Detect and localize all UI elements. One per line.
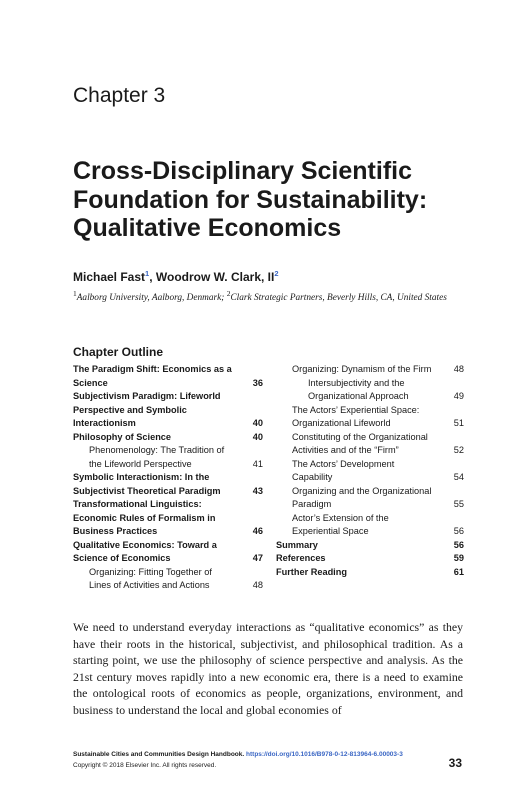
toc-entry[interactable] — [73, 539, 263, 566]
author-name: Woodrow W. Clark, II — [155, 270, 275, 284]
toc-entry-text: Transformational Linguistics: — [73, 499, 202, 509]
toc-entry-text: Lines of Activities and Actions — [89, 580, 210, 590]
toc-entry[interactable] — [73, 444, 263, 471]
toc-entry-text: Interactionism — [73, 418, 136, 428]
toc-entry-text: Capability — [292, 472, 333, 482]
affiliation-text: Aalborg University, Aalborg, Denmark; — [76, 293, 227, 303]
toc-entry-text: Organizing: Dynamism of the Firm — [292, 364, 432, 374]
toc-entry-text: Science of Economics — [73, 553, 171, 563]
author-list — [73, 270, 279, 284]
toc-entry-text: Business Practices — [73, 526, 158, 536]
toc-entry-text: The Paradigm Shift: Economics as a — [73, 364, 232, 374]
chapter-outline-heading: Chapter Outline — [73, 345, 164, 359]
toc-entry-text: Actor’s Extension of the — [292, 512, 389, 523]
toc-entry-text: Subjectivism Paradigm: Lifeworld — [73, 391, 221, 401]
toc-entry-text: Phenomenology: The Tradition of — [89, 445, 225, 455]
toc-entry-text: Summary — [276, 539, 318, 550]
toc-entry-text: The Actors’ Experiential Space: — [292, 404, 420, 415]
toc-entry[interactable] — [276, 363, 464, 377]
body-paragraph: We need to understand everyday interactions as “qualitative economics” as they have their roots in the historical, subjectivist, and philosophical tradition. As a starting point, we use the philosophy of science perspective and analysis. As the 21st century moves rapidly into a new economic era, there is a need to examine the ontological roots of economics as people, organizations, environment, and business to understand the local and global economies of — [73, 620, 463, 717]
toc-page-number: 55 — [453, 499, 464, 509]
toc-entry-text: Subjectivist Theoretical Paradigm — [73, 485, 221, 496]
toc-entry[interactable] — [276, 431, 464, 458]
affiliation-marker: 1 — [73, 288, 77, 298]
toc-entry-text: Organizational Approach — [308, 391, 409, 401]
toc-entry[interactable] — [276, 552, 464, 566]
toc-entry-text: Economic Rules of Formalism in — [73, 512, 216, 523]
toc-entry-text: Organizing: Fitting Together of — [89, 566, 212, 577]
chapter-outline-left-column — [73, 363, 263, 593]
toc-entry[interactable] — [73, 363, 263, 390]
toc-entry-text: References — [276, 553, 326, 563]
title-line: Qualitative Economics — [73, 214, 342, 242]
affiliation-marker[interactable]: 1 — [145, 269, 150, 278]
toc-page-number: 40 — [252, 418, 263, 428]
toc-entry[interactable] — [276, 377, 464, 404]
footer-book-title: Sustainable Cities and Communities Design Handbook. — [73, 751, 245, 758]
toc-entry[interactable] — [276, 566, 464, 580]
toc-entry[interactable] — [276, 458, 464, 485]
toc-entry-text: Organizational Lifeworld — [292, 418, 391, 428]
affiliation-text: Clark Strategic Partners, Beverly Hills, CA, United States — [230, 293, 447, 303]
toc-page-number: 48 — [252, 580, 263, 590]
toc-entry[interactable] — [276, 512, 464, 539]
toc-page-number: 52 — [453, 445, 464, 455]
toc-page-number: 40 — [252, 431, 263, 442]
toc-entry-text: The Actors’ Development — [292, 458, 395, 469]
toc-entry-text: Science — [73, 377, 108, 388]
toc-entry-text: the Lifeworld Perspective — [89, 458, 192, 469]
toc-entry-text: Further Reading — [276, 566, 347, 577]
toc-page-number: 46 — [252, 526, 263, 536]
page-number: 33 — [448, 756, 462, 770]
toc-entry-text: Qualitative Economics: Toward a — [73, 539, 217, 550]
toc-page-number: 41 — [252, 458, 263, 469]
footer-citation — [73, 751, 403, 758]
toc-page-number: 47 — [252, 553, 263, 563]
toc-page-number: 43 — [252, 485, 263, 496]
toc-page-number: 49 — [453, 391, 464, 401]
toc-page-number: 51 — [453, 418, 464, 428]
toc-entry[interactable] — [73, 498, 263, 539]
toc-page-number: 61 — [453, 566, 464, 577]
toc-page-number: 54 — [453, 472, 464, 482]
author-affiliations — [73, 288, 468, 305]
toc-entry[interactable] — [276, 485, 464, 512]
toc-entry-text: Experiential Space — [292, 526, 369, 536]
toc-entry-text: Constituting of the Organizational — [292, 431, 428, 442]
toc-entry-text: Philosophy of Science — [73, 431, 172, 442]
toc-entry[interactable] — [73, 566, 263, 593]
toc-entry-text: Activities and of the “Firm” — [292, 445, 399, 455]
footer-doi-link[interactable]: https://doi.org/10.1016/B978-0-12-813964-6.00003-3 — [246, 751, 403, 758]
toc-entry[interactable] — [73, 471, 263, 498]
title-line: Cross-Disciplinary Scientific — [73, 157, 413, 185]
chapter-label: Chapter 3 — [73, 84, 166, 107]
affiliation-marker[interactable]: 2 — [274, 269, 279, 278]
toc-page-number: 48 — [453, 364, 464, 374]
toc-entry-text: Intersubjectivity and the — [308, 377, 405, 388]
toc-entry[interactable] — [73, 431, 263, 445]
toc-entry-text: Symbolic Interactionism: In the — [73, 472, 210, 482]
toc-page-number: 36 — [252, 377, 263, 388]
toc-entry[interactable] — [276, 539, 464, 553]
toc-entry-text: Paradigm — [292, 499, 332, 509]
toc-entry[interactable] — [73, 390, 263, 431]
author-separator: , — [149, 270, 156, 284]
toc-page-number: 56 — [453, 539, 464, 550]
toc-entry-text: Organizing and the Organizational — [292, 485, 432, 496]
toc-entry-text: Perspective and Symbolic — [73, 404, 187, 415]
toc-page-number: 59 — [453, 553, 464, 563]
chapter-outline-right-column — [276, 363, 464, 579]
toc-entry[interactable] — [276, 404, 464, 431]
chapter-title — [73, 157, 493, 243]
affiliation-marker: 2 — [226, 288, 231, 298]
toc-page-number: 56 — [453, 526, 464, 536]
footer-copyright: Copyright © 2018 Elsevier Inc. All rights reserved. — [73, 762, 217, 769]
title-line: Foundation for Sustainability: — [73, 185, 428, 214]
author-name: Michael Fast — [73, 270, 146, 284]
